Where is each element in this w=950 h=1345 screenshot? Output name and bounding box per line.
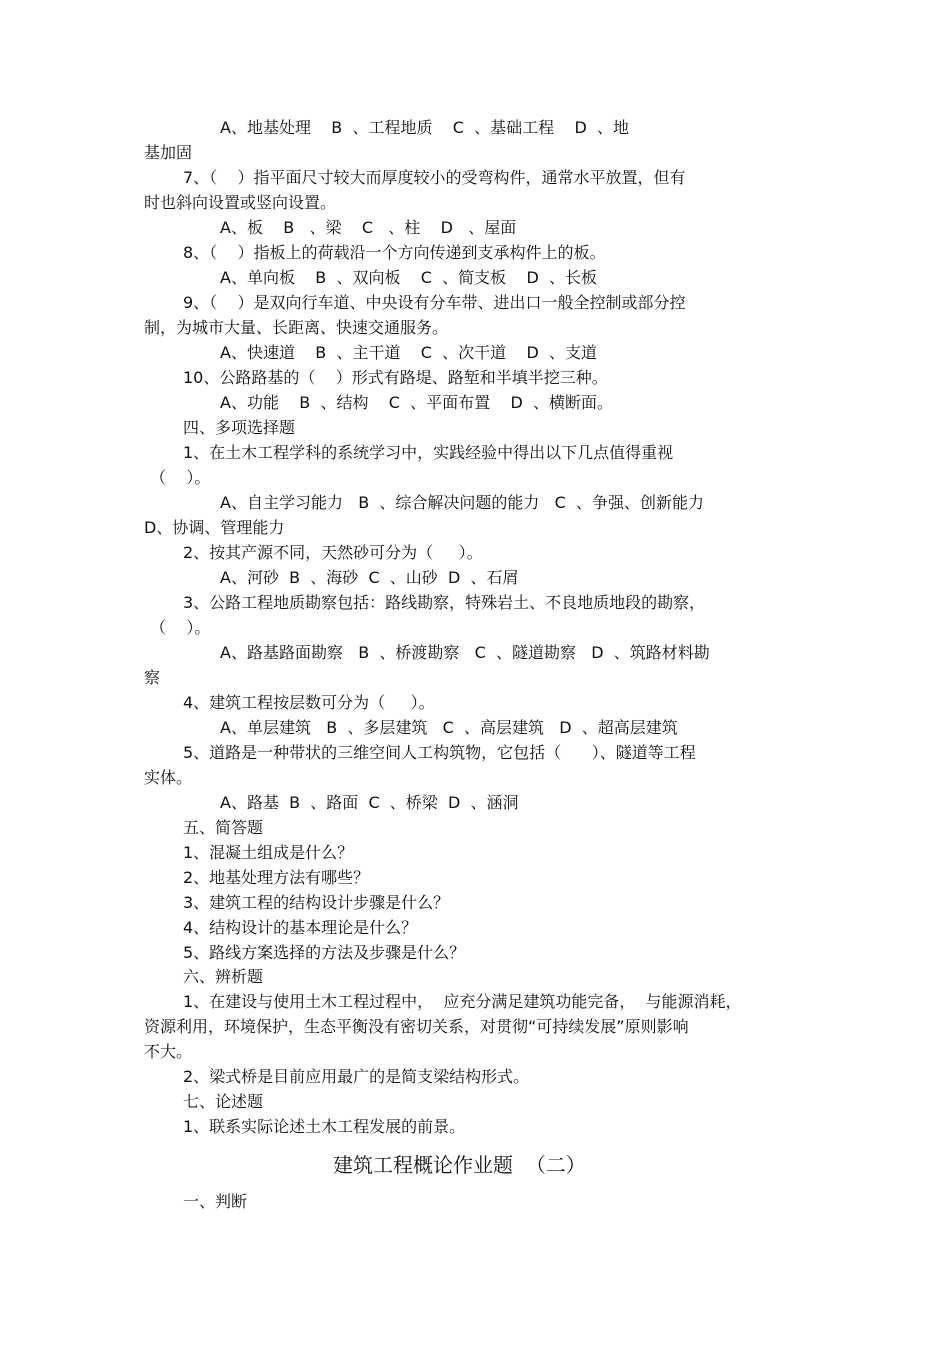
text-line: 5、路线方案选择的方法及步骤是什么？ (183, 943, 466, 962)
section-heading: 一、判断 (183, 1192, 248, 1211)
document-title: 建筑工程概论作业题 （二） (333, 1153, 586, 1177)
text-line: 时也斜向设置或竖向设置。 (144, 193, 337, 212)
text-line: 5、道路是一种带状的三维空间人工构筑物，它包括（ ）、隧道等工程 (183, 743, 696, 762)
text-line: 3、公路工程地质勘察包括：路线勘察，特殊岩土、不良地质地段的勘察， (183, 593, 706, 612)
section-heading: 五、简答题 (183, 818, 264, 837)
text-line: 基加固 (144, 143, 193, 162)
section-heading: 六、辨析题 (183, 967, 264, 986)
text-line: 实体。 (144, 768, 193, 787)
text-line: 1、在建设与使用土木工程过程中， 应充分满足建筑功能完备， 与能源消耗， (183, 992, 742, 1011)
text-line: A、单向板 B 、双向板 C 、简支板 D 、长板 (220, 268, 597, 287)
section-heading: 七、论述题 (183, 1092, 264, 1111)
text-line: 1、在土木工程学科的系统学习中，实践经验中得出以下几点值得重视 (183, 443, 674, 462)
text-line: D、协调、管理能力 (144, 518, 285, 537)
text-line: 4、结构设计的基本理论是什么？ (183, 918, 418, 937)
text-line: 资源利用，环境保护，生态平衡没有密切关系，对贯彻“可持续发展”原则影响 (144, 1017, 689, 1036)
text-line: A、路基 B 、路面 C 、桥梁 D 、涵洞 (220, 793, 519, 812)
text-line: 4、建筑工程按层数可分为（ ）。 (183, 693, 435, 712)
text-line: A、单层建筑 B 、多层建筑 C 、高层建筑 D 、超高层建筑 (220, 718, 678, 737)
text-line: A、地基处理 B 、工程地质 C 、基础工程 D 、地 (220, 118, 629, 137)
text-line: A、自主学习能力 B 、综合解决问题的能力 C 、争强、创新能力 (220, 493, 704, 512)
text-line: 不大。 (144, 1042, 193, 1061)
text-line: 10、公路路基的（ ）形式有路堤、路堑和半填半挖三种。 (183, 368, 608, 387)
text-line: 察 (144, 668, 161, 687)
text-line: A、河砂 B 、海砂 C 、山砂 D 、石屑 (220, 568, 519, 587)
text-line: 1、混凝土组成是什么？ (183, 843, 354, 862)
text-line: 1、联系实际论述土木工程发展的前景。 (183, 1117, 466, 1136)
text-line: 2、梁式桥是目前应用最广的是简支梁结构形式。 (183, 1067, 530, 1086)
text-line: A、快速道 B 、主干道 C 、次干道 D 、支道 (220, 343, 597, 362)
text-line: A、功能 B 、结构 C 、平面布置 D 、横断面。 (220, 393, 613, 412)
text-line: （ ）。 (150, 468, 211, 487)
text-line: 7、（ ）指平面尺寸较大而厚度较小的受弯构件，通常水平放置，但有 (183, 168, 686, 187)
text-line: 制，为城市大量、长距离、快速交通服务。 (144, 318, 449, 337)
text-line: 2、地基处理方法有哪些？ (183, 868, 370, 887)
text-line: A、路基路面勘察 B 、桥渡勘察 C 、隧道勘察 D 、筑路材料勘 (220, 643, 710, 662)
section-heading: 四、多项选择题 (183, 418, 296, 437)
text-line: 3、建筑工程的结构设计步骤是什么？ (183, 893, 450, 912)
text-line: （ ）。 (150, 618, 211, 637)
text-line: 2、按其产源不同，天然砂可分为（ ）。 (183, 543, 483, 562)
text-line: 9、（ ）是双向行车道、中央设有分车带、进出口一般全控制或部分控 (183, 293, 686, 312)
text-line: 8、（ ）指板上的荷载沿一个方向传递到支承构件上的板。 (183, 243, 606, 262)
text-line: A、板 B 、梁 C 、柱 D 、屋面 (220, 218, 517, 237)
